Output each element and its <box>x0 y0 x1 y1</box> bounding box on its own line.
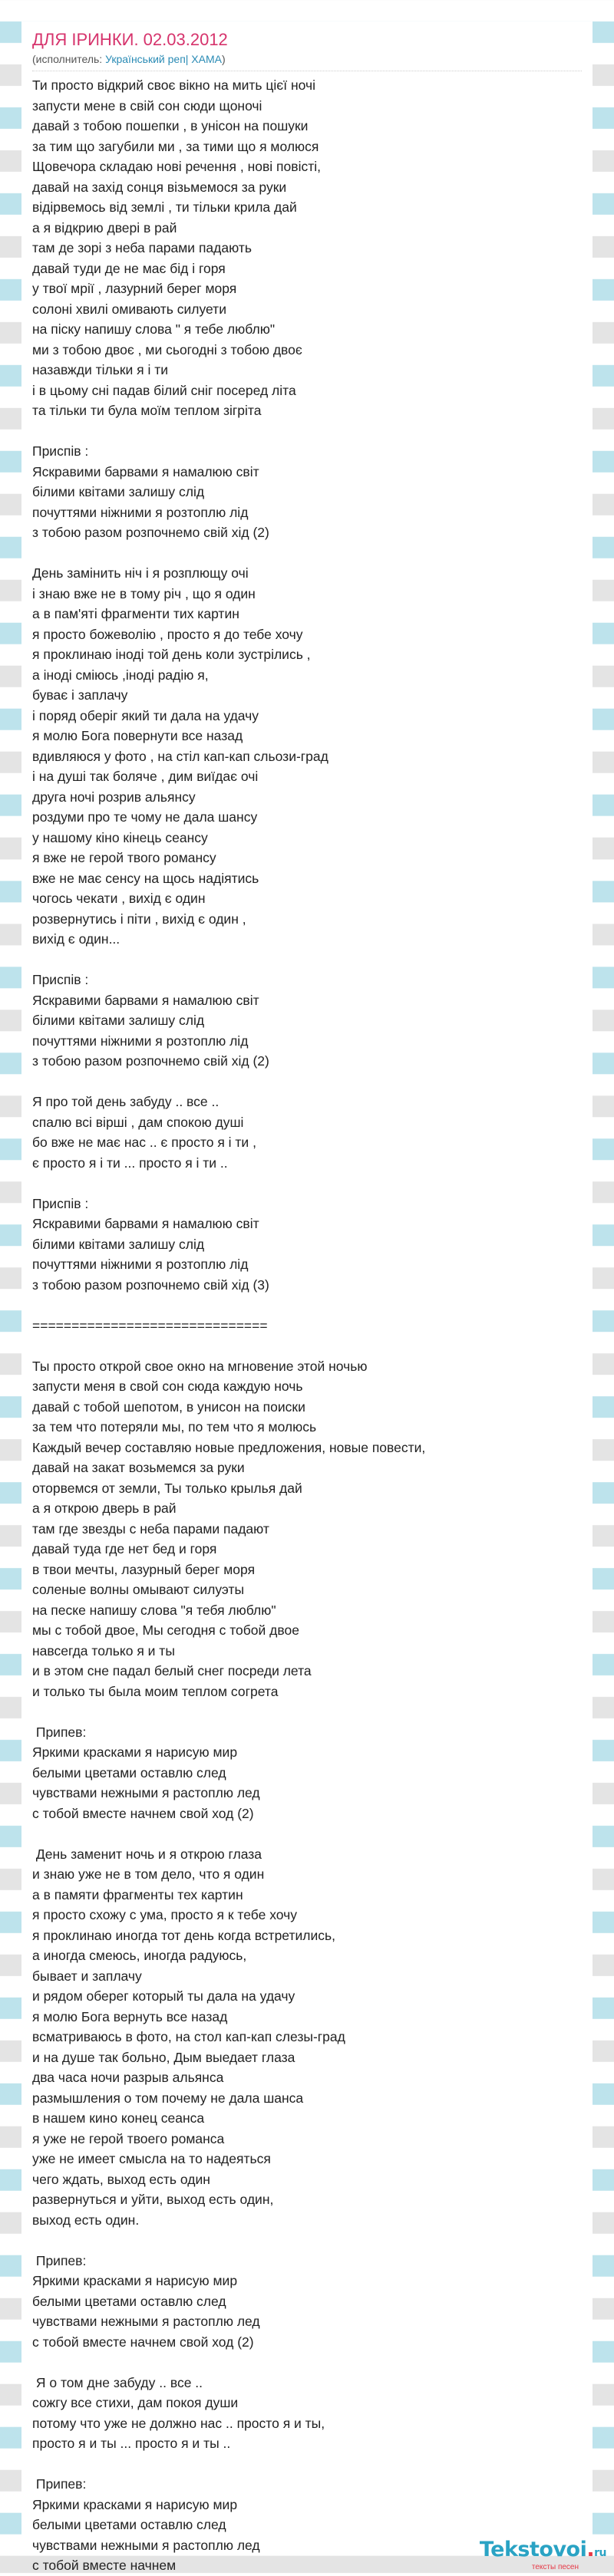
lyrics-text: Ти просто відкрий своє вікно на мить цієї ночі запусти мене в свій сон сюди щоночі давай з тобою пошепки , в унісон на пошуки за тим що загубили ми , за тими що я молюся Щовечора складаю нові речення , нові повісті, давай на захід сонця візьмемося за руки відірвемось від землі , ти тільки крила дай а я відкрию двері в рай там де зорі з неба парами падають давай туди де не має бід і горя у твої мрії , лазурний берег моря солоні хвилі омивають силуети на піску напишу слова " я тебе люблю" ми з тобою двоє , ми сьогодні з тобою двоє назавжди тільки я і ти і в цьому сні падав білий сніг посеред літа та тільки ти була моїм теплом зігріта Приспів : Яскравими барвами я намалюю світ білими квітами залишу слід почуттями ніжними я розтоплю лід з тобою разом розпочнемо свій хід (2) День замінить ніч і я розплющу очі і знаю вже не в тому річ , що я один а в пам'яті фрагменти тих картин я просто божеволію , просто я до тебе хочу я проклинаю іноді той день коли зустрілись , а іноді сміюсь ,іноді радію я, буває і заплачу і поряд оберіг який ти дала на удачу я молю Бога повернути все назад вдивляюся у фото , на стіл кап-кап сльози-град і на душі так боляче , дим виїдає очі друга ночі розрив альянсу роздуми про те чому не дала шансу у нашому кіно кінець сеансу я вже не герой твого романсу вже не має сенсу на щось надіятись чогось чекати , вихід є один розвернутись і піти , вихід є один , вихід є один... Приспів : Яскравими барвами я намалюю світ білими квітами залишу слід почуттями ніжними я розтоплю лід з тобою разом розпочнемо свій хід (2) Я про той день забуду .. все .. спалю всі вірші , дам спокою душі бо вже не має нас .. є просто я і ти , є просто я і ти ... просто я і ти .. Приспів : Яскравими барвами я намалюю світ білими квітами залишу слід почуттями ніжними я розтоплю лід з тобою разом розпочнемо свій хід (3) ============================== Ты просто открой свое окно на мгновение этой ночью запусти меня в свой сон сюда каждую ночь давай с тобой шепотом, в унисон на поиски за тем что потеряли мы, по тем что я молюсь Каждый вечер составляю новые предложения, новые повести, давай на закат возьмемся за руки оторвемся от земли, Ты только крылья дай а я открою дверь в рай там где звезды с неба парами падают давай туда где нет бед и горя в твои мечты, лазурный берег моря соленые волны омывают силуэты на песке напишу слова "я тебя люблю" мы с тобой двое, Мы сегодня с тобой двое навсегда только я и ты и в этом сне падал белый снег посреди лета и только ты была моим теплом согрета Припев: Яркими красками я нарисую мир белыми цветами оставлю след чувствами нежными я растоплю лед с тобой вместе начнем свой ход (2) День заменит ночь и я открою глаза и знаю уже не в том дело, что я один а в памяти фрагменты тех картин я просто схожу с ума, просто я к тебе хочу я проклинаю иногда тот день когда встретились, а иногда смеюсь, иногда радуюсь, бывает и заплачу и рядом оберег который ты дала на удачу я молю Бога вернуть все назад всматриваюсь в фото, на стол кап-кап слезы-град и на душе так больно, Дым выедает глаза два часа ночи разрыв альянса размышления о том почему не дала шанса в нашем кино конец сеанса я уже не герой твоего романса уже не имеет смысла на то надеяться чего ждать, выход есть один развернуться и уйти, выход есть один, выход есть один. Припев: Яркими красками я нарисую мир белыми цветами оставлю след чувствами нежными я растоплю лед с тобой вместе начнем свой ход (2) Я о том дне забуду .. все .. сожгу все стихи, дам покоя души потому что уже не должно нас .. просто я и ты, просто я и ты ... просто я и ты .. Припев: Яркими красками я нарисую мир белыми цветами оставлю след чувствами нежными я растоплю лед с тобой вместе начнем <box>32 77 426 2573</box>
song-meta <box>32 52 226 66</box>
logo-tld: ru <box>594 2547 606 2559</box>
site-logo[interactable] <box>480 2538 606 2571</box>
song-title: ДЛЯ ІРИНКИ. 02.03.2012 <box>32 30 228 49</box>
artist-link[interactable]: Український реп| ХАМА <box>105 53 222 65</box>
logo-tagline: тексты песен <box>531 2563 579 2571</box>
meta-suffix: ) <box>221 53 226 65</box>
logo-dot: . <box>586 2538 595 2561</box>
logo-name: Tekstovoi <box>479 2538 587 2561</box>
logo-wordmark <box>480 2538 606 2564</box>
meta-prefix: (исполнитель: <box>32 53 106 65</box>
